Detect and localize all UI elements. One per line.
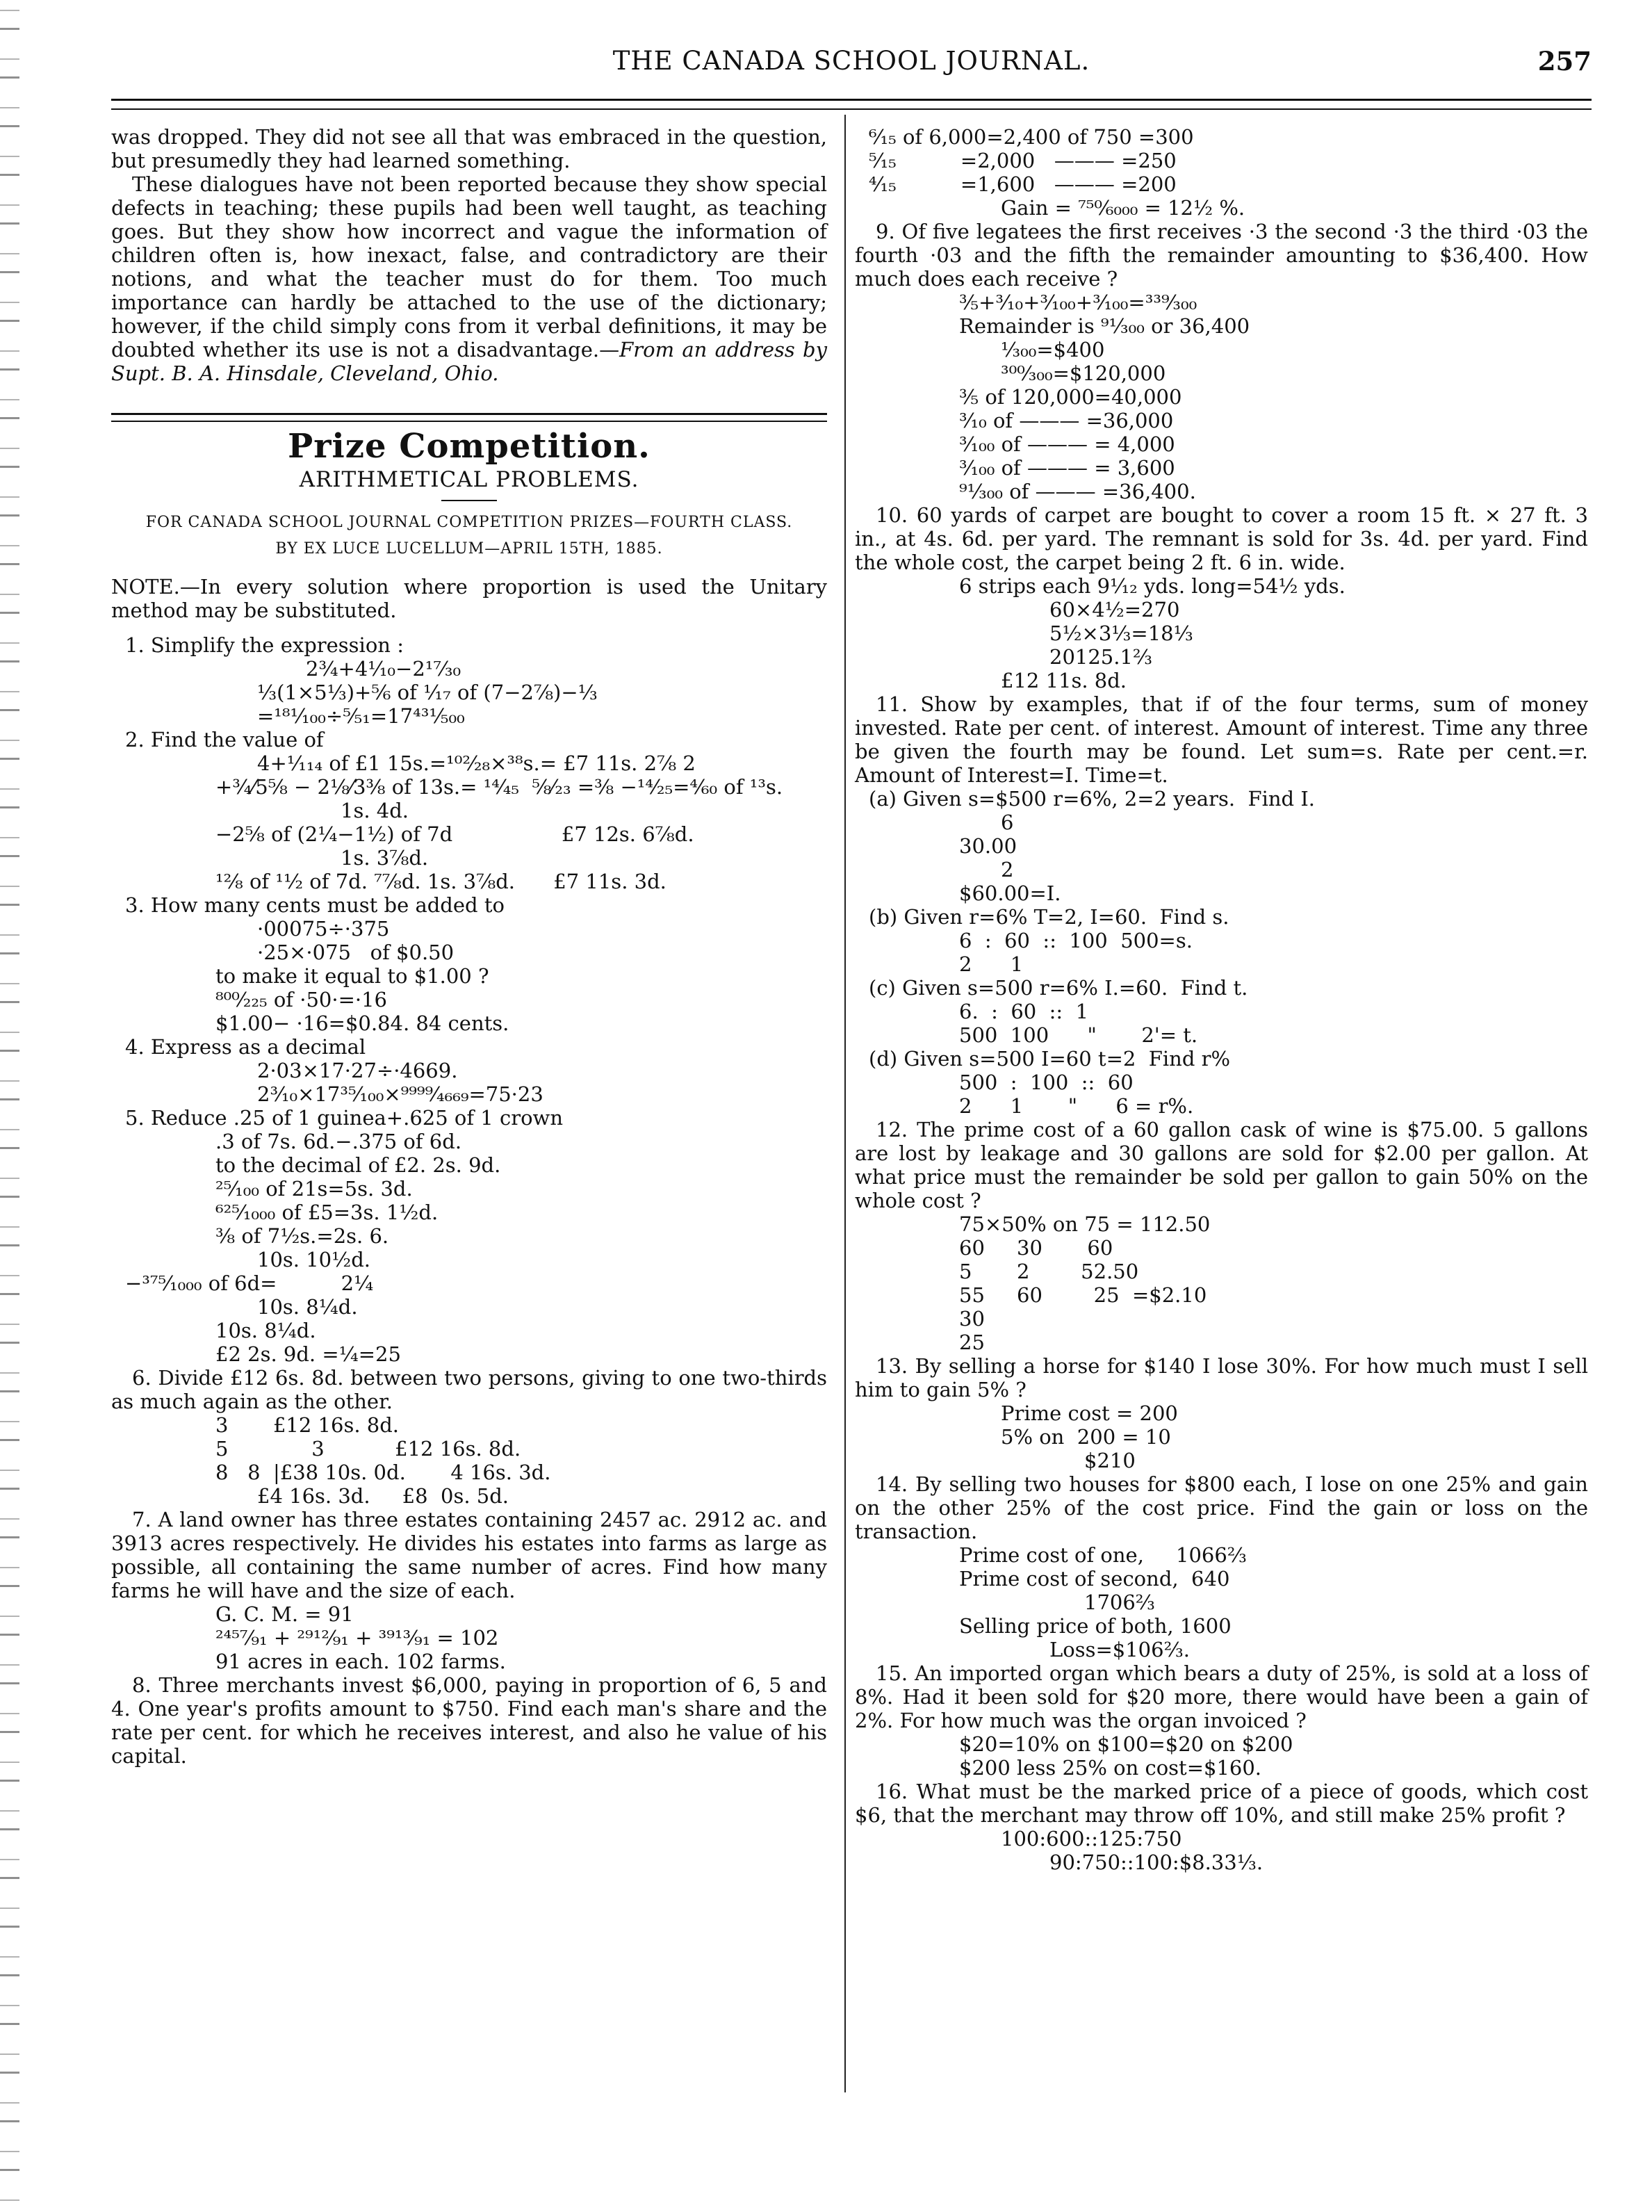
right-line: Loss=$106⅔. (1049, 1638, 1190, 1661)
left-line: 10s. 10½d. (257, 1248, 371, 1271)
right-line: 6. : 60 :: 1 (959, 1000, 1089, 1023)
right-line: ⅗+³⁄₁₀+³⁄₁₀₀+³⁄₁₀₀=³³⁹⁄₃₀₀ (959, 291, 1197, 314)
left-line: ²⁵⁄₁₀₀ of 21s=5s. 3d. (215, 1177, 413, 1201)
section-subheading: ARITHMETICAL PROBLEMS. (299, 467, 639, 492)
left-line: ·25×·075 of $0.50 (257, 941, 455, 964)
left-line: +¾⁄5⅝ − 2⅛⁄3⅜ of 13s.= ¹⁴⁄₄₅ ⅝⁄₂₃ =⅜ −¹⁴⁄₂₅=⁴⁄₆₀ of ¹³s. (215, 775, 783, 799)
left-line: 2. Find the value of (125, 728, 324, 751)
page-number: 257 (1537, 46, 1592, 76)
left-line: ·00075÷·375 (257, 917, 390, 941)
right-line: 12. The prime cost of a 60 gallon cask of wine is $75.00. 5 gallons are lost by leakage and 30 gallons are sold for $2.00 per gallon. At what price must the remainder be sold per gallon to gain 50% on the whole cost ? (855, 1118, 1588, 1212)
right-problem-lines (855, 125, 1588, 1874)
left-line: ¹²⁄₈ of ¹¹⁄₂ of 7d. ⁷⁷⁄₈d. 1s. 3⅞d. £7 11s. 3d. (215, 870, 666, 893)
left-line: .3 of 7s. 6d.−.375 of 6d. (215, 1130, 462, 1153)
left-line: ⅓(1×5⅓)+⅚ of ¹⁄₁₇ of (7−2⅞)−⅓ (257, 681, 598, 704)
left-line: 1. Simplify the expression : (125, 633, 404, 657)
right-line: Prime cost = 200 (1001, 1401, 1178, 1425)
left-line: 1s. 4d. (341, 799, 409, 822)
right-line: 14. By selling two houses for $800 each, I lose on one 25% and gain on the other 25% of the cost price. Find the gain or loss on the transaction. (855, 1472, 1588, 1543)
right-line: 5½×3⅓=18⅓ (1049, 621, 1193, 645)
right-line: (a) Given s=$500 r=6%, 2=2 years. Find I. (869, 787, 1316, 811)
right-line: 11. Show by examples, that if of the four terms, sum of money invested. Rate per cent. of interest. Amount of interest. Time any three be given the fourth may be found. Let sum=s. Rate per cent.=r. Amount of Interest=I. Time=t. (855, 692, 1588, 787)
left-line: 8. Three merchants invest $6,000, paying in proportion of 6, 5 and 4. One year's profits amount to $750. Find each man's share and the rate per cent. for which he receives interest, and also he value of his capital. (111, 1673, 827, 1768)
journal-title: THE CANADA SCHOOL JOURNAL. (612, 46, 1090, 76)
right-line: 90:750::100:$8.33⅓. (1049, 1851, 1263, 1874)
right-line: 13. By selling a horse for $140 I lose 30%. For how much must I sell him to gain 5% ? (855, 1354, 1588, 1401)
right-line: ⅗ of 120,000=40,000 (959, 385, 1182, 409)
left-line: to the decimal of £2. 2s. 9d. (215, 1153, 501, 1177)
right-line: 20125.1⅔ (1049, 645, 1153, 669)
left-line: 10s. 8¼d. (257, 1295, 358, 1319)
right-line: Remainder is ⁹¹⁄₃₀₀ or 36,400 (959, 314, 1250, 338)
right-line: $20=10% on $100=$20 on $200 (959, 1732, 1293, 1756)
right-line: (c) Given s=500 r=6% I.=60. Find t. (869, 976, 1248, 1000)
right-line: 6 strips each 9¹⁄₁₂ yds. long=54½ yds. (959, 574, 1346, 598)
left-line: 5. Reduce .25 of 1 guinea+.625 of 1 crown (125, 1106, 564, 1130)
right-line: ³⁄₁₀ of ——— =36,000 (959, 409, 1174, 432)
right-line: Prime cost of second, 640 (959, 1567, 1230, 1591)
right-line: ⁵⁄₁₅ =2,000 ——— =250 (869, 149, 1177, 172)
left-line: ⁸⁰⁰⁄₂₂₅ of ·50·=·16 (215, 988, 387, 1011)
left-line: −³⁷⁵⁄₁₀₀₀ of 6d= 2¼ (125, 1271, 374, 1295)
right-line: 5% on 200 = 10 (1001, 1425, 1171, 1449)
right-line: £12 11s. 8d. (1001, 669, 1127, 692)
left-line: £4 16s. 3d. £8 0s. 5d. (257, 1484, 509, 1508)
right-line: ⁴⁄₁₅ =1,600 ——— =200 (869, 172, 1177, 196)
intro-paragraph-1: was dropped. They did not see all that was embraced in the question, but presumedly they had learned something. (111, 125, 827, 172)
page-header (111, 40, 1592, 82)
right-line: 60×4½=270 (1049, 598, 1180, 621)
author-line: BY EX LUCE LUCELLUM—APRIL 15TH, 1885. (275, 540, 663, 558)
left-line: to make it equal to $1.00 ? (215, 964, 489, 988)
intro-paragraph-2 (111, 172, 827, 385)
left-line: 3. How many cents must be added to (125, 893, 505, 917)
right-line: ⁹¹⁄₃₀₀ of ——— =36,400. (959, 480, 1196, 503)
left-line: 4+¹⁄₁₁₄ of £1 15s.=¹⁰²⁄₂₈×³⁸s.= £7 11s. 2⅞ 2 (257, 751, 696, 775)
header-rule-thin (111, 108, 1592, 110)
left-line: 1s. 3⅞d. (341, 846, 429, 870)
right-line: ¹⁄₃₀₀=$400 (1001, 338, 1105, 361)
column-divider (844, 115, 846, 2092)
intro-paragraph-2-text: These dialogues have not been reported because they show special defects in teaching; these pupils had been well taught, as teaching goes. But they show how incorrect and vague the information of children often is, how inexact, false, and contradictory are their notions, and what the teacher must do for them. Too much importance can hardly be attached to the use of the dictionary; however, if the child simply cons from it verbal definitions, it may be doubted whether its use is not a disadvantage.— (111, 172, 827, 361)
left-line: £2 2s. 9d. =¼=25 (215, 1342, 401, 1366)
right-line: 10. 60 yards of carpet are bought to cover a room 15 ft. × 27 ft. 3 in., at 4s. 6d. per yard. The remnant is sold for 3s. 4d. per yard. Find the whole cost, the carpet being 2 ft. 6 in. wide. (855, 503, 1588, 574)
short-rule (441, 500, 497, 501)
right-line: 30 (959, 1307, 985, 1331)
left-line: 2³⁄₁₀×17³⁵⁄₁₀₀×⁹⁹⁹⁹⁄₄₆₆₉=75·23 (257, 1082, 543, 1106)
section-heading: Prize Competition. (288, 427, 651, 466)
right-line: $200 less 25% on cost=$160. (959, 1756, 1262, 1780)
right-line: ⁶⁄₁₅ of 6,000=2,400 of 750 =300 (869, 125, 1194, 149)
note-paragraph: NOTE.—In every solution where proportion is used the Unitary method may be substituted. (111, 575, 827, 622)
right-line: 9. Of five legatees the first receives ·3 the second ·3 the third ·03 the fourth ·03 and the fifth the remainder amounting to $36,400. How much does each receive ? (855, 220, 1588, 291)
binding-edge (0, 0, 19, 2212)
right-line: 2 1 " 6 = r%. (959, 1094, 1194, 1118)
left-line: 3 £12 16s. 8d. (215, 1413, 400, 1437)
right-line: 100:600::125:750 (1001, 1827, 1182, 1851)
left-line: 2·03×17·27÷·4669. (257, 1059, 458, 1082)
right-line: $210 (1084, 1449, 1136, 1472)
right-line: ³⁰⁰⁄₃₀₀=$120,000 (1001, 361, 1166, 385)
left-column (111, 125, 827, 1768)
left-line: 6. Divide £12 6s. 8d. between two persons, giving to one two-thirds as much again as the other. (111, 1366, 827, 1413)
right-line: 6 (1001, 811, 1014, 834)
right-line: 1706⅔ (1084, 1591, 1155, 1614)
right-line: Gain = ⁷⁵⁰⁄₆₀₀₀ = 12½ %. (1001, 196, 1245, 220)
right-line: ³⁄₁₀₀ of ——— = 3,600 (959, 456, 1175, 480)
left-line: =¹⁸¹⁄₁₀₀÷⁵⁄₅₁=17⁴³¹⁄₅₀₀ (257, 704, 465, 728)
competition-line: FOR CANADA SCHOOL JOURNAL COMPETITION PRIZES—FOURTH CLASS. (145, 514, 793, 531)
left-line: ²⁴⁵⁷⁄₉₁ + ²⁹¹²⁄₉₁ + ³⁹¹³⁄₉₁ = 102 (215, 1626, 499, 1650)
left-line: G. C. M. = 91 (215, 1602, 354, 1626)
left-line: 91 acres in each. 102 farms. (215, 1650, 506, 1673)
left-line: 10s. 8¼d. (215, 1319, 316, 1342)
right-line: 6 : 60 :: 100 500=s. (959, 929, 1193, 952)
left-line: 4. Express as a decimal (125, 1035, 366, 1059)
left-line: 2¾+4¹⁄₁₀−2¹⁷⁄₃₀ (306, 657, 461, 681)
right-column (855, 125, 1588, 1874)
right-line: (b) Given r=6% T=2, I=60. Find s. (869, 905, 1229, 929)
left-line: −2⅝ of (2¼−1½) of 7d £7 12s. 6⅞d. (215, 822, 694, 846)
right-line: Selling price of both, 1600 (959, 1614, 1232, 1638)
right-line: $60.00=I. (959, 881, 1061, 905)
right-line: ³⁄₁₀₀ of ——— = 4,000 (959, 432, 1175, 456)
right-line: 500 : 100 :: 60 (959, 1071, 1134, 1094)
right-line: 55 60 25 =$2.10 (959, 1283, 1207, 1307)
right-line: 16. What must be the marked price of a piece of goods, which cost $6, that the merchant may throw off 10%, and still make 25% profit ? (855, 1780, 1588, 1827)
left-problem-lines (111, 633, 827, 1768)
right-line: 60 30 60 (959, 1236, 1113, 1260)
left-line: $1.00− ·16=$0.84. 84 cents. (215, 1011, 509, 1035)
right-line: 25 (959, 1331, 985, 1354)
right-line: 15. An imported organ which bears a duty of 25%, is sold at a loss of 8%. Had it been sold for $20 more, there would have been a gain of 2%. For how much was the organ invoiced ? (855, 1661, 1588, 1732)
left-line: ⅜ of 7½s.=2s. 6. (215, 1224, 389, 1248)
right-line: 5 2 52.50 (959, 1260, 1139, 1283)
right-line: 2 (1001, 858, 1014, 881)
right-line: 30.00 (959, 834, 1017, 858)
left-line: 7. A land owner has three estates containing 2457 ac. 2912 ac. and 3913 acres respectively. He divides his estates into farms as large as possible, all containing the same number of acres. Find how many farms he will have and the size of each. (111, 1508, 827, 1602)
right-line: 75×50% on 75 = 112.50 (959, 1212, 1211, 1236)
right-line: (d) Given s=500 I=60 t=2 Find r% (869, 1047, 1231, 1071)
header-rule (111, 99, 1592, 101)
right-line: Prime cost of one, 1066⅔ (959, 1543, 1247, 1567)
right-line: 500 100 " 2'= t. (959, 1023, 1198, 1047)
left-line: ⁶²⁵⁄₁₀₀₀ of £5=3s. 1½d. (215, 1201, 439, 1224)
left-line: 5 3 £12 16s. 8d. (215, 1437, 521, 1461)
intro-citation: From an address by Supt. B. A. Hinsdale, Cleveland, Ohio. (111, 338, 827, 385)
right-line: 2 1 (959, 952, 1024, 976)
section-rule (111, 413, 827, 422)
left-line: 8 8 |£38 10s. 0d. 4 16s. 3d. (215, 1461, 551, 1484)
